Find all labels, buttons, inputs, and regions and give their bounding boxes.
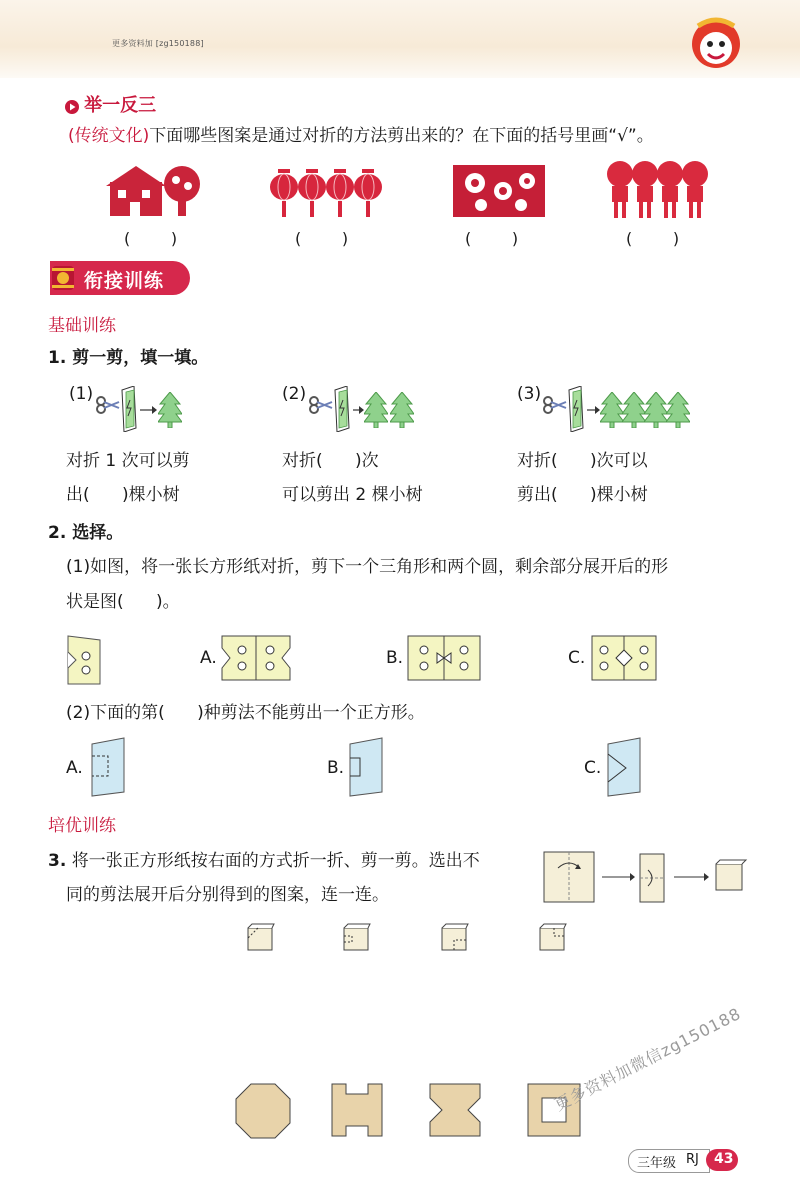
q1-title: 剪一剪，填一填。 xyxy=(72,348,209,368)
house-papercut-icon xyxy=(106,162,204,220)
q2-p1-option-a-label[interactable]: A. xyxy=(200,648,217,668)
q1-part2-diagram xyxy=(309,386,365,432)
q2-p2-option-c-shape[interactable] xyxy=(604,736,650,798)
q2-p2-option-b-shape[interactable] xyxy=(346,736,392,798)
answer-blank-2[interactable]: ( ) xyxy=(295,229,349,248)
q3-text-line1: 将一张正方形纸按右面的方式折一折、剪一剪。选出不 xyxy=(71,851,480,871)
q1-number: 1. xyxy=(48,348,67,368)
q1-part3-diagram xyxy=(543,386,603,432)
answer-blank-4[interactable]: ( ) xyxy=(626,229,680,248)
q2-p1-option-c-label[interactable]: C. xyxy=(568,648,586,668)
q2-p2-option-a-label[interactable]: A. xyxy=(66,758,83,778)
q1-part1-line2[interactable]: 出( )棵小树 xyxy=(66,485,180,505)
q2-p2-option-a-shape[interactable] xyxy=(88,736,134,798)
cut-option-3[interactable] xyxy=(440,922,470,952)
cut-option-4[interactable] xyxy=(538,922,568,952)
q2-p1-option-b-label[interactable]: B. xyxy=(386,648,404,668)
q1-part1-line1: 对折 1 次可以剪 xyxy=(66,451,190,471)
q2-title: 选择。 xyxy=(72,523,124,543)
example-question-text: 下面哪些图案是通过对折的方法剪出来的？在下面的括号里画“√”。 xyxy=(149,126,654,146)
fold-steps-diagram xyxy=(542,850,758,904)
page-footer xyxy=(628,1149,738,1171)
banner-title: 衔接训练 xyxy=(84,270,165,292)
answer-blank-1[interactable]: ( ) xyxy=(124,229,178,248)
page-number: 43 xyxy=(714,1151,734,1167)
result-notched-shape[interactable] xyxy=(428,1082,482,1138)
tree-row-icon xyxy=(600,392,692,430)
q2-p2-option-c-label[interactable]: C. xyxy=(584,758,602,778)
flower-papercut-icon xyxy=(451,163,547,219)
q2-number: 2. xyxy=(48,523,67,543)
q1-part3-line2[interactable]: 剪出( )棵小树 xyxy=(517,485,648,505)
watermark: 更多资料加微信zg150188 xyxy=(551,1003,745,1115)
q2-p1-option-c-shape[interactable] xyxy=(590,634,658,682)
edition-label: RJ xyxy=(686,1152,699,1167)
q1-part1-label: (1) xyxy=(69,384,94,404)
folded-rect-diagram xyxy=(64,632,108,688)
tree-pair-icon xyxy=(364,392,416,430)
tree-icon xyxy=(158,392,184,430)
cut-option-1[interactable] xyxy=(246,922,276,952)
q2-heading xyxy=(48,523,123,543)
grade-label: 三年级 xyxy=(637,1156,677,1171)
q2-part2-text[interactable]: (2)下面的第( )种剪法不能剪出一个正方形。 xyxy=(66,703,425,723)
advanced-title: 培优训练 xyxy=(48,816,116,836)
q3-number: 3. xyxy=(48,851,67,871)
q1-heading xyxy=(48,348,208,368)
example-heading: 举一反三 xyxy=(84,95,157,116)
q1-part2-line2: 可以剪出 2 棵小树 xyxy=(282,485,423,505)
basic-title: 基础训练 xyxy=(48,316,116,336)
q1-part3-line1[interactable]: 对折( )次可以 xyxy=(517,451,648,471)
page-header-band xyxy=(0,0,800,78)
play-bullet-icon xyxy=(65,100,79,114)
balloon-people-icon xyxy=(606,160,710,222)
drum-icon xyxy=(50,262,76,294)
result-octagon[interactable] xyxy=(234,1082,292,1140)
q2-p2-option-b-label[interactable]: B. xyxy=(327,758,345,778)
q2-p1-option-a-shape[interactable] xyxy=(220,634,292,682)
q3-line1 xyxy=(48,851,480,871)
q1-part3-label: (3) xyxy=(517,384,542,404)
result-h-shape[interactable] xyxy=(330,1082,384,1138)
q2-part1-line1: (1)如图，将一张长方形纸对折，剪下一个三角形和两个圆，剩余部分展开后的形 xyxy=(66,557,669,577)
q1-part2-label: (2) xyxy=(282,384,307,404)
example-question xyxy=(68,126,654,146)
q2-p1-option-b-shape[interactable] xyxy=(406,634,482,682)
mascot-icon xyxy=(686,12,746,72)
lantern-row-icon xyxy=(268,165,384,221)
example-heading-row xyxy=(65,91,156,117)
q3-line2: 同的剪法展开后分别得到的图案，连一连。 xyxy=(66,885,389,905)
q1-part2-line1[interactable]: 对折( )次 xyxy=(282,451,379,471)
answer-blank-3[interactable]: ( ) xyxy=(465,229,519,248)
q2-part1-line2[interactable]: 状是图( )。 xyxy=(66,592,180,612)
header-note: 更多资料加 [zg150188] xyxy=(112,39,204,48)
culture-tag: (传统文化) xyxy=(68,126,150,146)
cut-option-2[interactable] xyxy=(342,922,372,952)
